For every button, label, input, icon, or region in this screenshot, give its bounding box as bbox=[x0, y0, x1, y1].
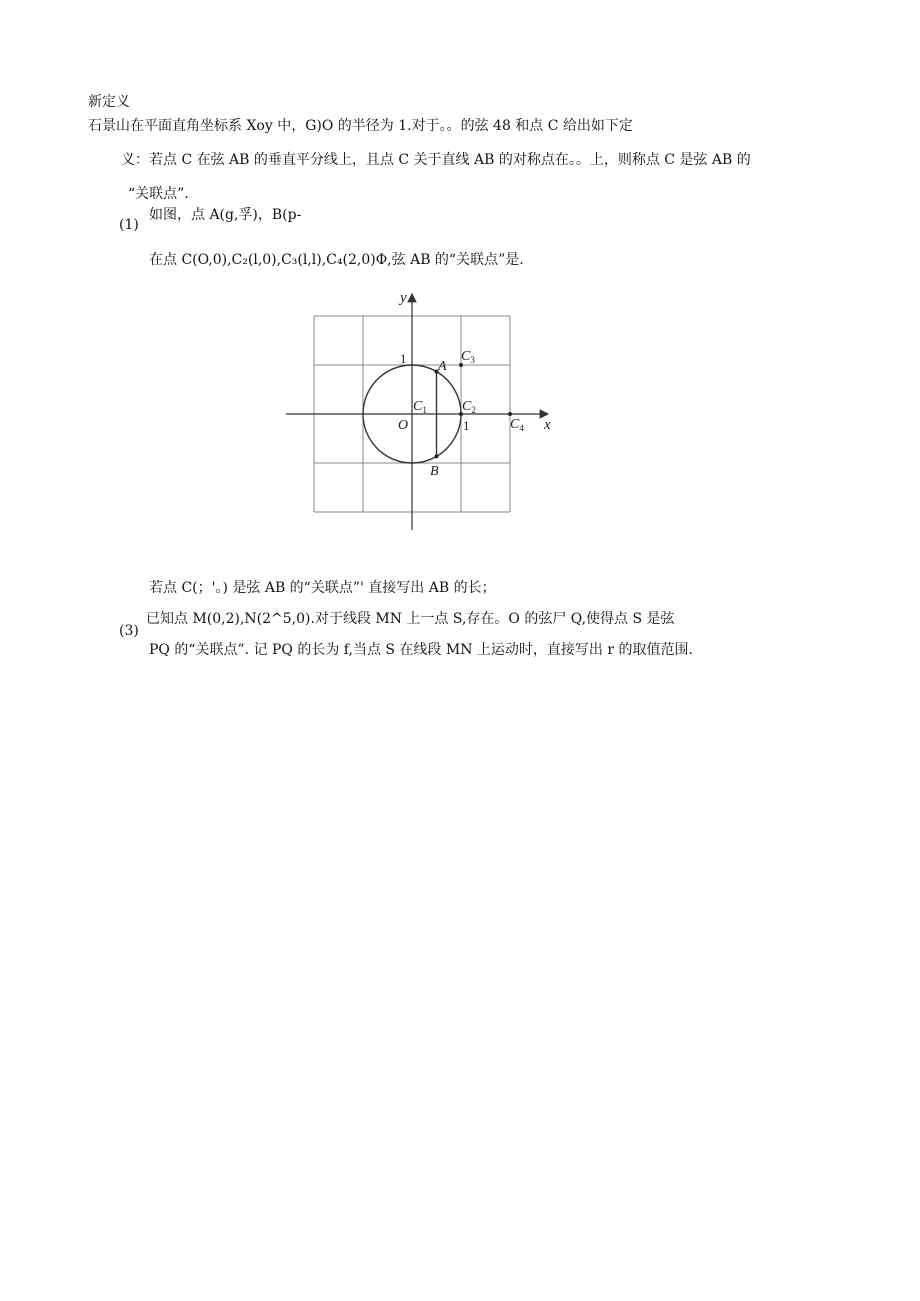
coordinate-figure bbox=[282, 288, 558, 538]
question-2-line-1: 若点 C(；'。) 是弦 AB 的“关联点”' 直接写出 AB 的长； bbox=[149, 580, 496, 596]
x-one-label: 1 bbox=[463, 418, 470, 433]
point-c1-label: $C_1$ bbox=[413, 399, 427, 415]
question-1-line-1: 如图，点 A(g,孚)，B(p- bbox=[149, 207, 302, 223]
point-c3-label: $C_3$ bbox=[461, 349, 475, 365]
intro-line-1: 石景山在平面直角坐标系 Xoy 中，G)O 的半径为 1.对于。。的弦 48 和点 C 给出如下定 bbox=[88, 118, 633, 134]
y-axis-label: y bbox=[400, 290, 407, 306]
question-3-line-1: 已知点 M(0,2),N(2^5,0).对于线段 MN 上一点 S,存在。O 的弦尸 Q,使得点 S 是弦 bbox=[146, 611, 675, 627]
point-b bbox=[435, 454, 439, 458]
question-3-line-2: PQ 的“关联点”. 记 PQ 的长为 f,当点 S 在线段 MN 上运动时，直接写出 r 的取值范围. bbox=[149, 642, 693, 658]
point-c4 bbox=[508, 412, 512, 416]
point-b-label: B bbox=[430, 464, 439, 479]
x-axis-label: x bbox=[544, 417, 551, 433]
y-one-label: 1 bbox=[400, 351, 407, 366]
question-3-number: (3) bbox=[119, 623, 139, 639]
intro-line-3: “关联点”. bbox=[128, 186, 189, 202]
point-a-label: A bbox=[438, 359, 447, 374]
heading: 新定义 bbox=[88, 94, 130, 110]
question-1-line-2: 在点 C(O,0),C₂(l,0),C₃(l,l),C₄(2,0)Φ,弦 AB 的“关联点”是. bbox=[149, 252, 524, 268]
point-c4-label: $C_4$ bbox=[510, 417, 524, 433]
intro-line-2: 义：若点 C 在弦 AB 的垂直平分线上，且点 C 关于直线 AB 的对称点在。。上，则称点 C 是弦 AB 的 bbox=[121, 152, 751, 168]
point-c2-label: $C_2$ bbox=[462, 399, 476, 415]
origin-label: O bbox=[398, 418, 409, 433]
question-1-number: (1) bbox=[119, 217, 139, 233]
